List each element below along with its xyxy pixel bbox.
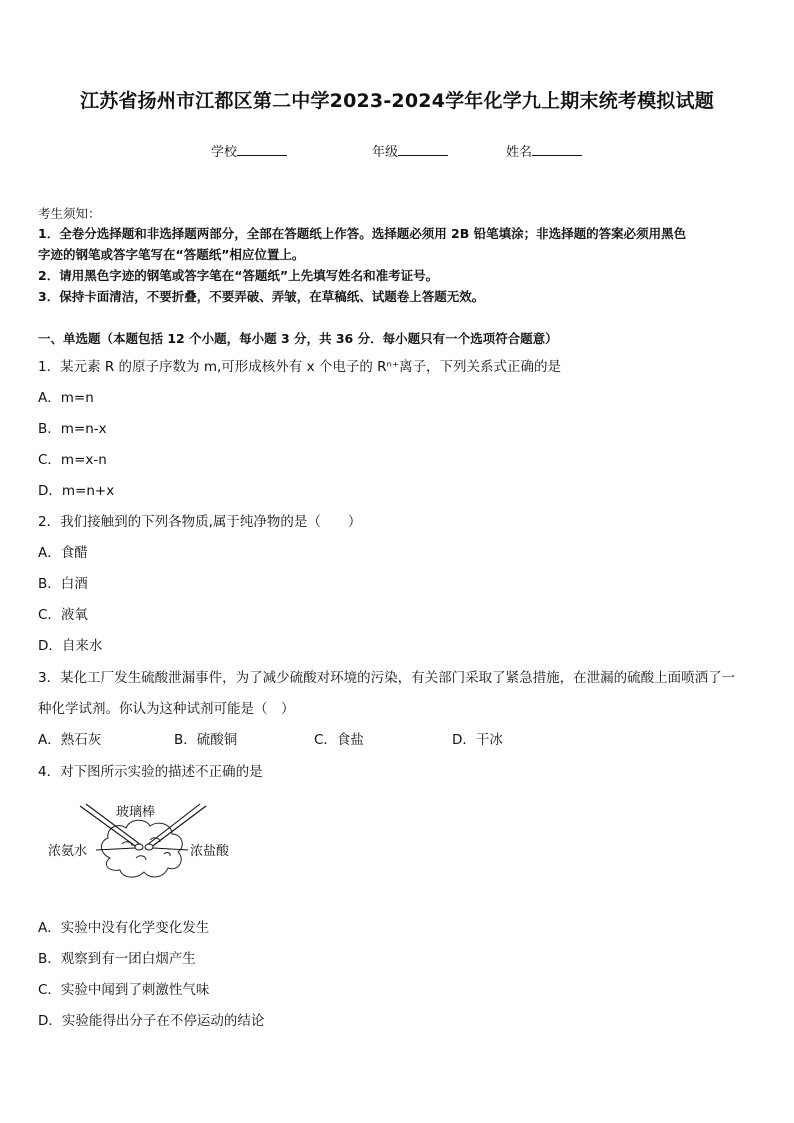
grade-field bbox=[372, 141, 448, 160]
question-3-option-a: A．熟石灰 bbox=[38, 732, 102, 748]
note-line: 3．保持卡面清洁，不要折叠，不要弄破、弄皱，在草稿纸、试题卷上答题无效。 bbox=[38, 289, 485, 304]
question-2-option-c: C．液氧 bbox=[38, 607, 88, 623]
question-3-option-d: D．干冰 bbox=[452, 732, 503, 748]
left-label: 浓氨水 bbox=[48, 844, 88, 859]
right-leader-line bbox=[153, 848, 188, 850]
question-4-option-a: A．实验中没有化学变化发生 bbox=[38, 920, 210, 936]
school-field bbox=[211, 141, 287, 160]
question-3-option-b: B．硫酸铜 bbox=[174, 732, 238, 748]
note-line: 字迹的钢笔或答字笔写在“答题纸”相应位置上。 bbox=[38, 247, 305, 262]
question-4-stem: 4．对下图所示实验的描述不正确的是 bbox=[38, 764, 263, 780]
question-1-option-b: B．m=n-x bbox=[38, 421, 107, 437]
question-2-option-a: A．食醋 bbox=[38, 545, 88, 561]
question-4-option-d: D．实验能得出分子在不停运动的结论 bbox=[38, 1013, 265, 1029]
name-field bbox=[506, 141, 582, 160]
left-rod-tip bbox=[135, 844, 143, 850]
question-4-option-c: C．实验中闻到了刺激性气味 bbox=[38, 982, 210, 998]
question-3-stem-cont: 种化学试剂。你认为这种试剂可能是（ ） bbox=[38, 701, 295, 717]
grade-blank bbox=[398, 143, 448, 156]
experiment-diagram bbox=[40, 796, 250, 900]
question-3-option-c: C．食盐 bbox=[314, 732, 364, 748]
question-2-stem: 2．我们接触到的下列各物质,属于纯净物的是（ ） bbox=[38, 514, 362, 530]
right-rod-tip bbox=[145, 844, 153, 850]
note-line: 2．请用黑色字迹的钢笔或答字笔在“答题纸”上先填写姓名和准考证号。 bbox=[38, 268, 439, 283]
name-blank bbox=[532, 143, 582, 156]
question-1-option-d: D．m=n+x bbox=[38, 483, 115, 499]
name-label: 姓名 bbox=[506, 145, 533, 160]
note-line: 1．全卷分选择题和非选择题两部分，全部在答题纸上作答。选择题必须用 2B 铅笔填涂；非选择题的答案必须用黑色 bbox=[38, 226, 687, 241]
question-1-option-c: C．m=x-n bbox=[38, 452, 107, 468]
question-4-option-b: B．观察到有一团白烟产生 bbox=[38, 951, 196, 967]
question-3-stem: 3．某化工厂发生硫酸泄漏事件，为了减少硫酸对环境的污染，有关部门采取了紧急措施，在泄漏的硫酸上面喷洒了一 bbox=[38, 670, 736, 686]
exam-title: 江苏省扬州市江都区第二中学2023-2024学年化学九上期末统考模拟试题 bbox=[80, 90, 714, 112]
question-1-option-a: A．m=n bbox=[38, 390, 94, 406]
question-2-option-b: B．白酒 bbox=[38, 576, 88, 592]
right-label: 浓盐酸 bbox=[190, 844, 230, 859]
grade-label: 年级 bbox=[372, 145, 399, 160]
question-1-stem: 1．某元素 R 的原子序数为 m,可形成核外有 x 个电子的 Rⁿ⁺离子，下列关系式正确的是 bbox=[38, 359, 562, 375]
school-blank bbox=[237, 143, 287, 156]
notes-title: 考生须知： bbox=[38, 206, 101, 221]
rod-label: 玻璃棒 bbox=[116, 805, 156, 820]
question-2-option-d: D．自来水 bbox=[38, 638, 103, 654]
section-heading: 一、单选题（本题包括 12 个小题，每小题 3 分，共 36 分．每小题只有一个选项符合题意） bbox=[38, 331, 558, 346]
school-label: 学校 bbox=[211, 145, 238, 160]
